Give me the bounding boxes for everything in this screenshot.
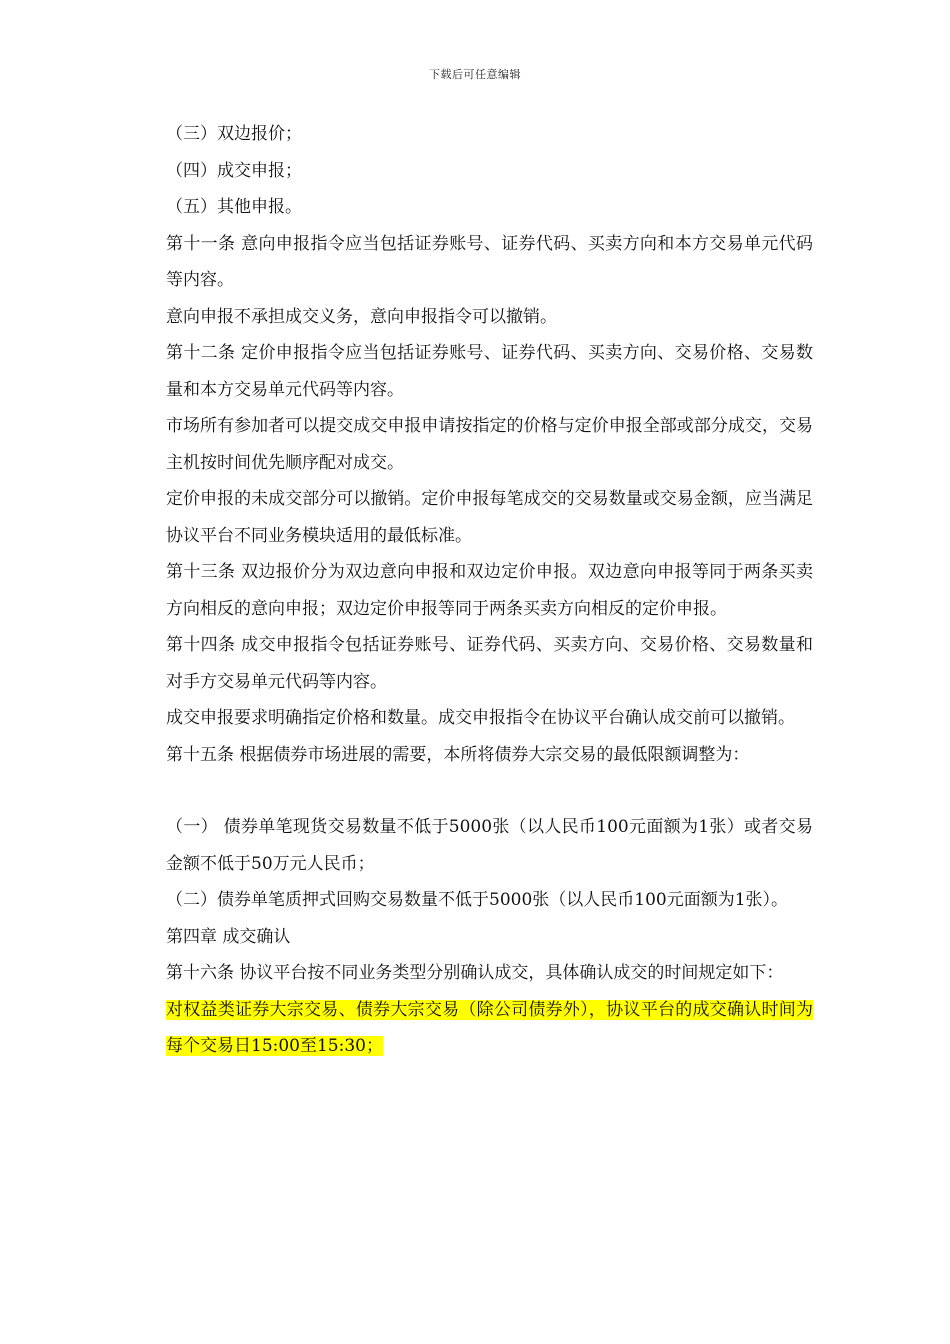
article-16: 第十六条 协议平台按不同业务类型分别确认成交，具体确认成交的时间规定如下： — [166, 963, 784, 983]
chapter-4-heading: 第四章 成交确认 — [166, 926, 291, 947]
highlight-text: 对权益类证券大宗交易、债券大宗交易（除公司债券外），协议平台的成交确认时间为每个交易日15:00至15:30； — [166, 999, 813, 1056]
article-12-para-2: 市场所有参加者可以提交成交申报申请按指定的价格与定价申报全部或部分成交，交易主机按时间优先顺序配对成交。 — [166, 416, 813, 473]
article-15-item-1: （一） 债券单笔现货交易数量不低于5000张（以人民币100元面额为1张）或者交易金额不低于50万元人民币； — [166, 817, 813, 874]
article-12-para-3: 定价申报的未成交部分可以撤销。定价申报每笔成交的交易数量或交易金额，应当满足协议平台不同业务模块适用的最低标准。 — [166, 489, 813, 546]
article-11: 第十一条 意向申报指令应当包括证券账号、证券代码、买卖方向和本方交易单元代码等内容。 — [166, 233, 813, 290]
document-body — [145, 116, 813, 1065]
list-item-3: （三）双边报价； — [166, 124, 302, 144]
blank-line — [145, 773, 813, 809]
list-item-4: （四）成交申报； — [166, 160, 302, 181]
article-13: 第十三条 双边报价分为双边意向申报和双边定价申报。双边意向申报等同于两条买卖方向相反的意向申报；双边定价申报等同于两条买卖方向相反的定价申报。 — [166, 562, 813, 619]
page-header: 下载后可任意编辑 — [429, 68, 521, 81]
article-11-note: 意向申报不承担成交义务，意向申报指令可以撤销。 — [166, 306, 557, 327]
article-12: 第十二条 定价申报指令应当包括证券账号、证券代码、买卖方向、交易价格、交易数量和本方交易单元代码等内容。 — [166, 343, 813, 400]
article-14-para-2: 成交申报要求明确指定价格和数量。成交申报指令在协议平台确认成交前可以撤销。 — [166, 708, 795, 728]
article-15-item-2: （二）债券单笔质押式回购交易数量不低于5000张（以人民币100元面额为1张）。 — [166, 890, 789, 910]
article-15: 第十五条 根据债券市场进展的需要，本所将债券大宗交易的最低限额调整为： — [166, 744, 750, 765]
article-14: 第十四条 成交申报指令包括证券账号、证券代码、买卖方向、交易价格、交易数量和对手方交易单元代码等内容。 — [166, 635, 813, 692]
list-item-5: （五）其他申报。 — [166, 197, 302, 217]
highlighted-paragraph — [145, 992, 813, 1065]
